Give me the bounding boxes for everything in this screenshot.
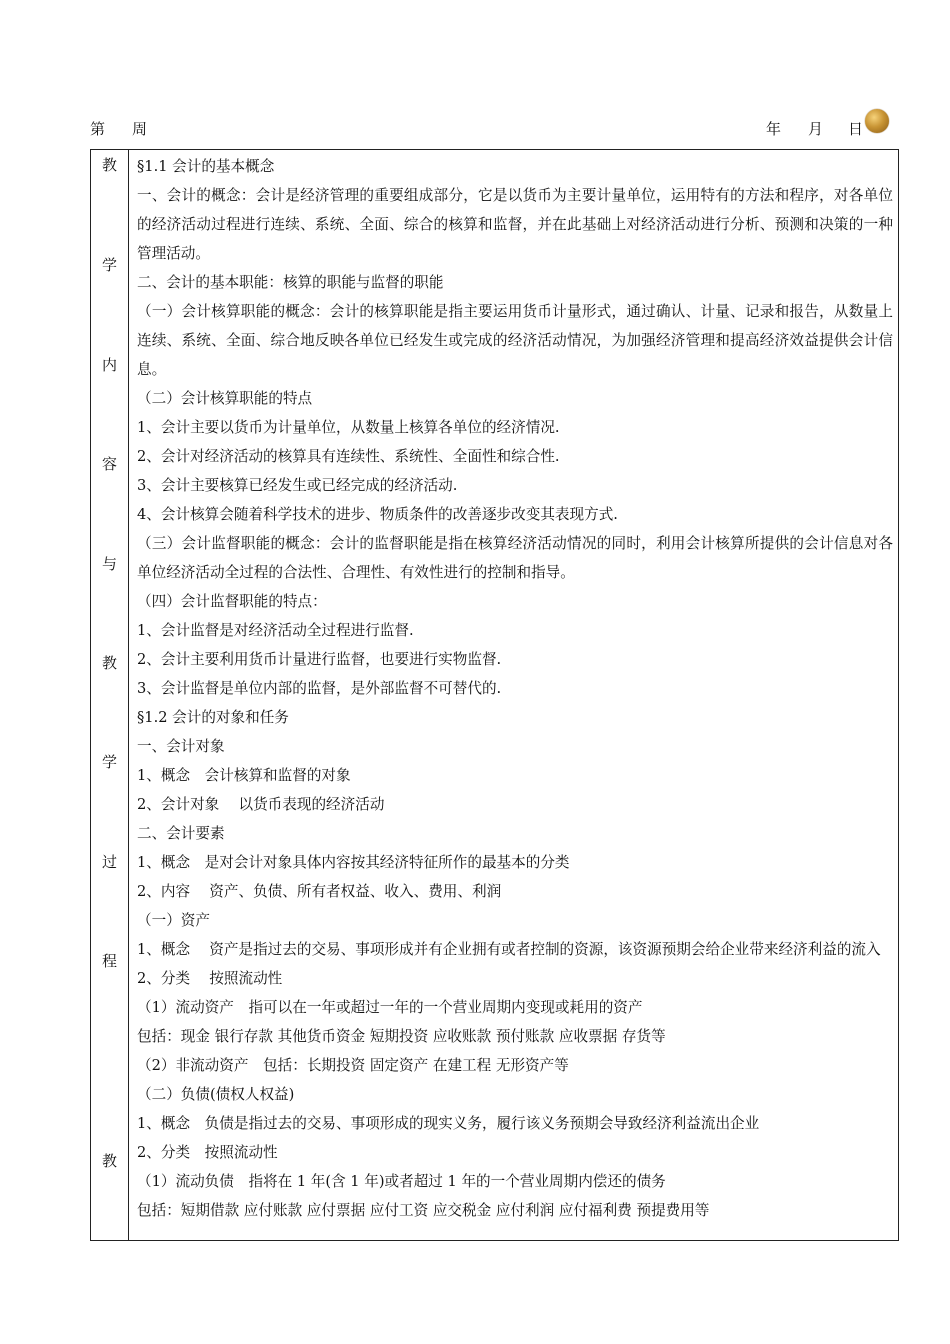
- section-label-char: 容: [101, 455, 117, 473]
- paragraph: 二、会计的基本职能：核算的职能与监督的职能: [137, 274, 444, 291]
- list-item: 3、会计主要核算已经发生或已经完成的经济活动.: [137, 477, 458, 494]
- paragraph: （一）资产: [137, 912, 210, 929]
- paragraph: （三）会计监督职能的概念：会计的监督职能是指在核算经济活动情况的同时，利用会计核算所提供的会计信息对各单位经济活动全过程的合法性、合理性、有效性进行的控制和指导。: [137, 535, 893, 581]
- paragraph: （二）会计核算职能的特点: [137, 390, 313, 407]
- list-item: 2、会计对经济活动的核算具有连续性、系统性、全面性和综合性.: [137, 448, 560, 465]
- paragraph: （一）会计核算职能的概念：会计的核算职能是指主要运用货币计量形式，通过确认、计量、记录和报告，从数量上连续、系统、全面、综合地反映各单位已经发生或完成的经济活动情况，为加强经济管理和提高经济效益提供会计信息。: [137, 303, 893, 378]
- list-item: 1、概念 是对会计对象具体内容按其经济特征所作的最基本的分类: [137, 854, 570, 871]
- list-item: 包括：短期借款 应付账款 应付票据 应付工资 应交税金 应付利润 应付福利费 预提费用等: [137, 1202, 710, 1219]
- section-label-column: [91, 150, 129, 1240]
- list-item: 1、会计监督是对经济活动全过程进行监督.: [137, 622, 414, 639]
- list-item: 1、会计主要以货币为计量单位，从数量上核算各单位的经济情况.: [137, 419, 560, 436]
- lesson-content: [137, 152, 893, 1225]
- lesson-table: [90, 149, 899, 1241]
- section-label-char: 学: [101, 256, 117, 274]
- list-item: 1、概念 会计核算和监督的对象: [137, 767, 351, 784]
- list-item: 2、内容 资产、负债、所有者权益、收入、费用、利润: [137, 883, 502, 900]
- list-item: 2、会计主要利用货币计量进行监督，也要进行实物监督.: [137, 651, 502, 668]
- list-item: （2）非流动资产 包括：长期投资 固定资产 在建工程 无形资产等: [137, 1057, 569, 1074]
- section-label-char: 内: [101, 356, 117, 374]
- week-suffix: 周: [132, 120, 148, 138]
- list-item: 1、概念 资产是指过去的交易、事项形成并有企业拥有或者控制的资源，该资源预期会给企业带来经济利益的流入: [137, 941, 881, 958]
- list-item: （1）流动负债 指将在 1 年(含 1 年)或者超过 1 年的一个营业周期内偿还的债务: [137, 1173, 666, 1190]
- section-label-char: 教: [101, 156, 117, 174]
- section-label-char: 与: [101, 555, 117, 573]
- section-heading: §1.1 会计的基本概念: [137, 158, 275, 175]
- section-label-char: 学: [101, 753, 117, 771]
- date-month-label: 月: [808, 120, 824, 138]
- section-label-char: 教: [101, 1152, 117, 1170]
- date-day-label: 日: [848, 120, 864, 138]
- list-item: 包括：现金 银行存款 其他货币资金 短期投资 应收账款 预付账款 应收票据 存货等: [137, 1028, 666, 1045]
- week-prefix: 第: [90, 120, 106, 138]
- paragraph: 一、会计的概念：会计是经济管理的重要组成部分，它是以货币为主要计量单位，运用特有的方法和程序，对各单位的经济活动过程进行连续、系统、全面、综合的核算和监督，并在此基础上对经济活动进行分析、预测和决策的一种管理活动。: [137, 187, 893, 262]
- list-item: 2、会计对象 以货币表现的经济活动: [137, 796, 385, 813]
- section-label-char: 过: [101, 853, 117, 871]
- page-header: [90, 118, 900, 142]
- list-item: （1）流动资产 指可以在一年或超过一年的一个营业周期内变现或耗用的资产: [137, 999, 643, 1016]
- section-label-char: 程: [101, 952, 117, 970]
- paragraph: （二）负债(债权人权益): [137, 1086, 295, 1103]
- date-year-label: 年: [766, 120, 782, 138]
- list-item: 2、分类 按照流动性: [137, 1144, 278, 1161]
- list-item: 2、分类 按照流动性: [137, 970, 283, 987]
- paragraph: 一、会计对象: [137, 738, 225, 755]
- list-item: 1、概念 负债是指过去的交易、事项形成的现实义务，履行该义务预期会导致经济利益流出企业: [137, 1115, 760, 1132]
- list-item: 3、会计监督是单位内部的监督，是外部监督不可替代的.: [137, 680, 502, 697]
- section-label-char: 教: [101, 654, 117, 672]
- paragraph: （四）会计监督职能的特点：: [137, 593, 327, 610]
- paragraph: 二、会计要素: [137, 825, 225, 842]
- seal-icon: [865, 109, 889, 133]
- section-heading: §1.2 会计的对象和任务: [137, 709, 289, 726]
- list-item: 4、会计核算会随着科学技术的进步、物质条件的改善逐步改变其表现方式.: [137, 506, 618, 523]
